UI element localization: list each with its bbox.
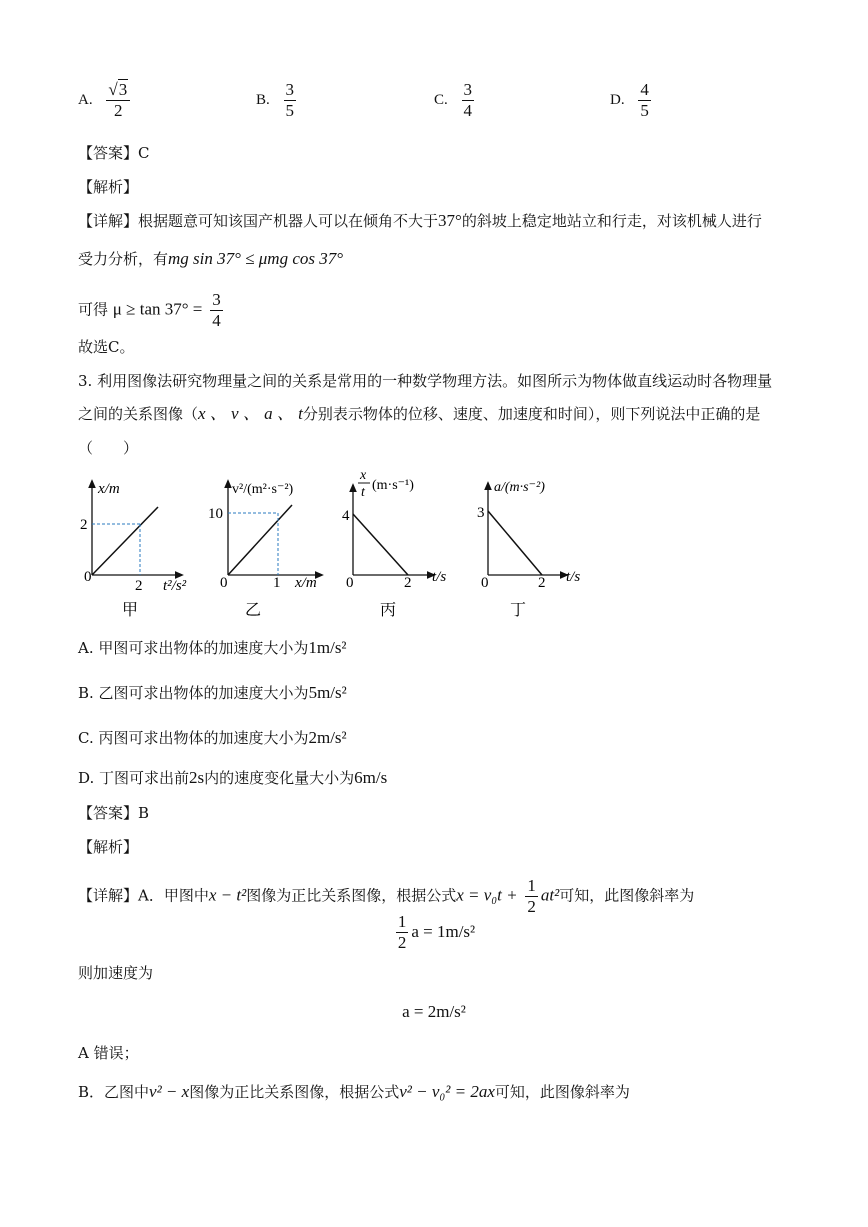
option-denominator: 5	[285, 101, 295, 120]
graph-jia	[80, 481, 187, 619]
text-segment: B. 乙图可求出物体的加速度大小为	[78, 684, 309, 702]
y-tick: 3	[477, 505, 485, 521]
graph-line	[92, 507, 158, 575]
graph-caption: 乙	[245, 602, 262, 619]
option-numerator: 4	[640, 80, 649, 99]
fraction-denominator: 2	[397, 933, 407, 952]
choice-value: 2s	[189, 768, 205, 787]
formula: at²	[540, 885, 560, 905]
q3-choice-b	[78, 683, 347, 703]
text-segment: D. 丁图可求出前	[78, 769, 190, 787]
prev-analysis-heading: 【解析】	[78, 178, 139, 196]
fraction-numerator: 3	[212, 290, 221, 309]
x-axis-label: t/s	[432, 569, 447, 585]
text-segment: 内的速度变化量大小为	[204, 769, 355, 787]
text-segment: 之间的关系图像（	[78, 405, 199, 423]
y-axis-label: a/(m·s⁻²)	[494, 480, 545, 495]
graph-yi	[208, 482, 320, 619]
text-segment: 【详解】根据题意可知该国产机器人可以在倾角不大于	[78, 212, 439, 230]
option-d	[610, 80, 654, 121]
graph-bing	[342, 468, 446, 619]
y-axis-label: x/m	[98, 481, 120, 497]
x-axis-label: t²/s²	[163, 578, 187, 594]
x-tick: 1	[273, 575, 281, 591]
option-label: A.	[78, 92, 93, 108]
option-numerator: 3	[463, 80, 473, 99]
formula: x − t²	[208, 885, 247, 905]
origin-label: 0	[220, 575, 228, 591]
q3-choice-a	[78, 638, 347, 658]
x-tick: 2	[135, 578, 143, 594]
text-segment: 【详解】A．甲图中	[78, 886, 209, 905]
y-tick: 10	[208, 506, 223, 522]
option-label: D.	[610, 92, 625, 108]
option-denominator: 5	[640, 101, 649, 120]
mu-formula: μ ≥ tan 37° =	[112, 299, 203, 319]
fraction-numerator: 1	[397, 912, 407, 931]
origin-label: 0	[346, 575, 354, 591]
x-axis-label: x/m	[295, 575, 317, 591]
graph-caption: 丙	[380, 602, 397, 619]
option-c	[434, 80, 477, 121]
accel-intro: 则加速度为	[78, 964, 154, 982]
q3-analysis-heading: 【解析】	[78, 838, 139, 856]
prev-detail-line-3	[78, 290, 226, 331]
origin-label: 0	[481, 575, 489, 591]
formula: v² − v₀² = 2ax	[399, 1082, 495, 1101]
text-segment: A. 甲图可求出物体的加速度大小为	[78, 639, 309, 657]
option-b	[256, 80, 299, 121]
fraction-denominator: 2	[527, 897, 536, 916]
y-tick: 4	[342, 508, 350, 524]
option-denominator: 4	[463, 101, 473, 120]
choice-value: 1m/s²	[308, 638, 347, 657]
fraction-numerator: 1	[527, 876, 536, 895]
q3-detail-b-line	[78, 1082, 630, 1102]
q3-graphs	[70, 465, 610, 625]
q3-choice-d	[78, 768, 387, 788]
prev-conclusion: 故选C。	[78, 338, 135, 356]
option-numerator: 3	[285, 80, 295, 99]
half-fraction	[525, 876, 538, 917]
text-segment: 可得	[78, 300, 109, 319]
angle-value: 37°	[438, 211, 462, 230]
y-tick: 2	[80, 517, 88, 533]
text-segment: 可知，此图像斜率为	[494, 1083, 630, 1101]
a-wrong: A 错误；	[78, 1044, 139, 1062]
option-fraction: $\frac{√3}{2}$	[106, 80, 130, 121]
choice-value: 5m/s²	[308, 683, 347, 702]
q3-stem-line-1: 3. 利用图像法研究物理量之间的关系是常用的一种数学物理方法。如图所示为物体做直线运动时各物理量	[78, 372, 773, 390]
option-label: B.	[256, 92, 270, 108]
x-axis-label: t/s	[566, 569, 581, 585]
fraction-denominator: 4	[212, 311, 221, 330]
y-axis-label-den: t	[361, 485, 365, 500]
graph-ding	[477, 480, 580, 619]
prev-detail-line-2	[78, 249, 343, 269]
origin-label: 0	[84, 569, 92, 585]
option-fraction	[638, 80, 651, 121]
variables: x 、 v 、 a 、 t	[198, 404, 303, 423]
option-label: C.	[434, 92, 448, 108]
graph-caption: 丁	[510, 602, 527, 619]
prev-answer: 【答案】C	[78, 144, 150, 162]
graph-caption: 甲	[122, 602, 139, 619]
graph-line	[228, 505, 292, 575]
q3-answer: 【答案】B	[78, 804, 150, 822]
option-a	[78, 80, 133, 121]
text-segment: B．乙图中	[78, 1083, 150, 1101]
q3-choice-c	[78, 728, 347, 748]
equation-1	[0, 912, 868, 953]
q3-stem-line-2	[78, 404, 760, 424]
x-tick: 2	[404, 575, 412, 591]
prev-detail-line-1	[78, 211, 762, 231]
text-segment: C. 丙图可求出物体的加速度大小为	[78, 729, 309, 747]
formula: x = v₀t +	[456, 885, 518, 905]
q3-detail-a-line	[78, 876, 694, 917]
choice-value: 2m/s²	[308, 728, 347, 747]
text-segment: 图像为正比关系图像，根据公式	[189, 1083, 400, 1101]
y-axis-label-num: x	[360, 468, 367, 483]
choice-value: 6m/s	[354, 768, 388, 787]
text-segment: 受力分析，有	[78, 250, 169, 268]
formula: v² − x	[149, 1082, 190, 1101]
text-segment: 图像为正比关系图像，根据公式	[246, 886, 457, 905]
q3-stem-line-3: （ ）	[78, 439, 139, 457]
eq1-fraction	[396, 912, 409, 953]
graph-line	[488, 511, 542, 575]
y-axis-label-unit: (m·s⁻¹)	[372, 478, 414, 493]
graph-line	[353, 514, 408, 575]
result-fraction	[210, 290, 223, 331]
text-segment: 可知，此图像斜率为	[559, 886, 695, 905]
equation-2: a = 2m/s²	[402, 1002, 466, 1021]
option-fraction	[462, 80, 475, 121]
inequality-formula: mg sin 37° ≤ μmg cos 37°	[168, 249, 344, 268]
y-axis-label: v²/(m²·s⁻²)	[232, 482, 294, 497]
eq1-rest: a = 1m/s²	[411, 922, 476, 941]
text-segment: 分别表示物体的位移、速度、加速度和时间），则下列说法中正确的是	[302, 405, 761, 423]
option-fraction	[284, 80, 297, 121]
option-numerator: 3	[118, 80, 128, 99]
x-tick: 2	[538, 575, 546, 591]
text-segment: 的斜坡上稳定地站立和行走，对该机械人进行	[461, 212, 762, 230]
option-denominator: 2	[114, 101, 123, 120]
